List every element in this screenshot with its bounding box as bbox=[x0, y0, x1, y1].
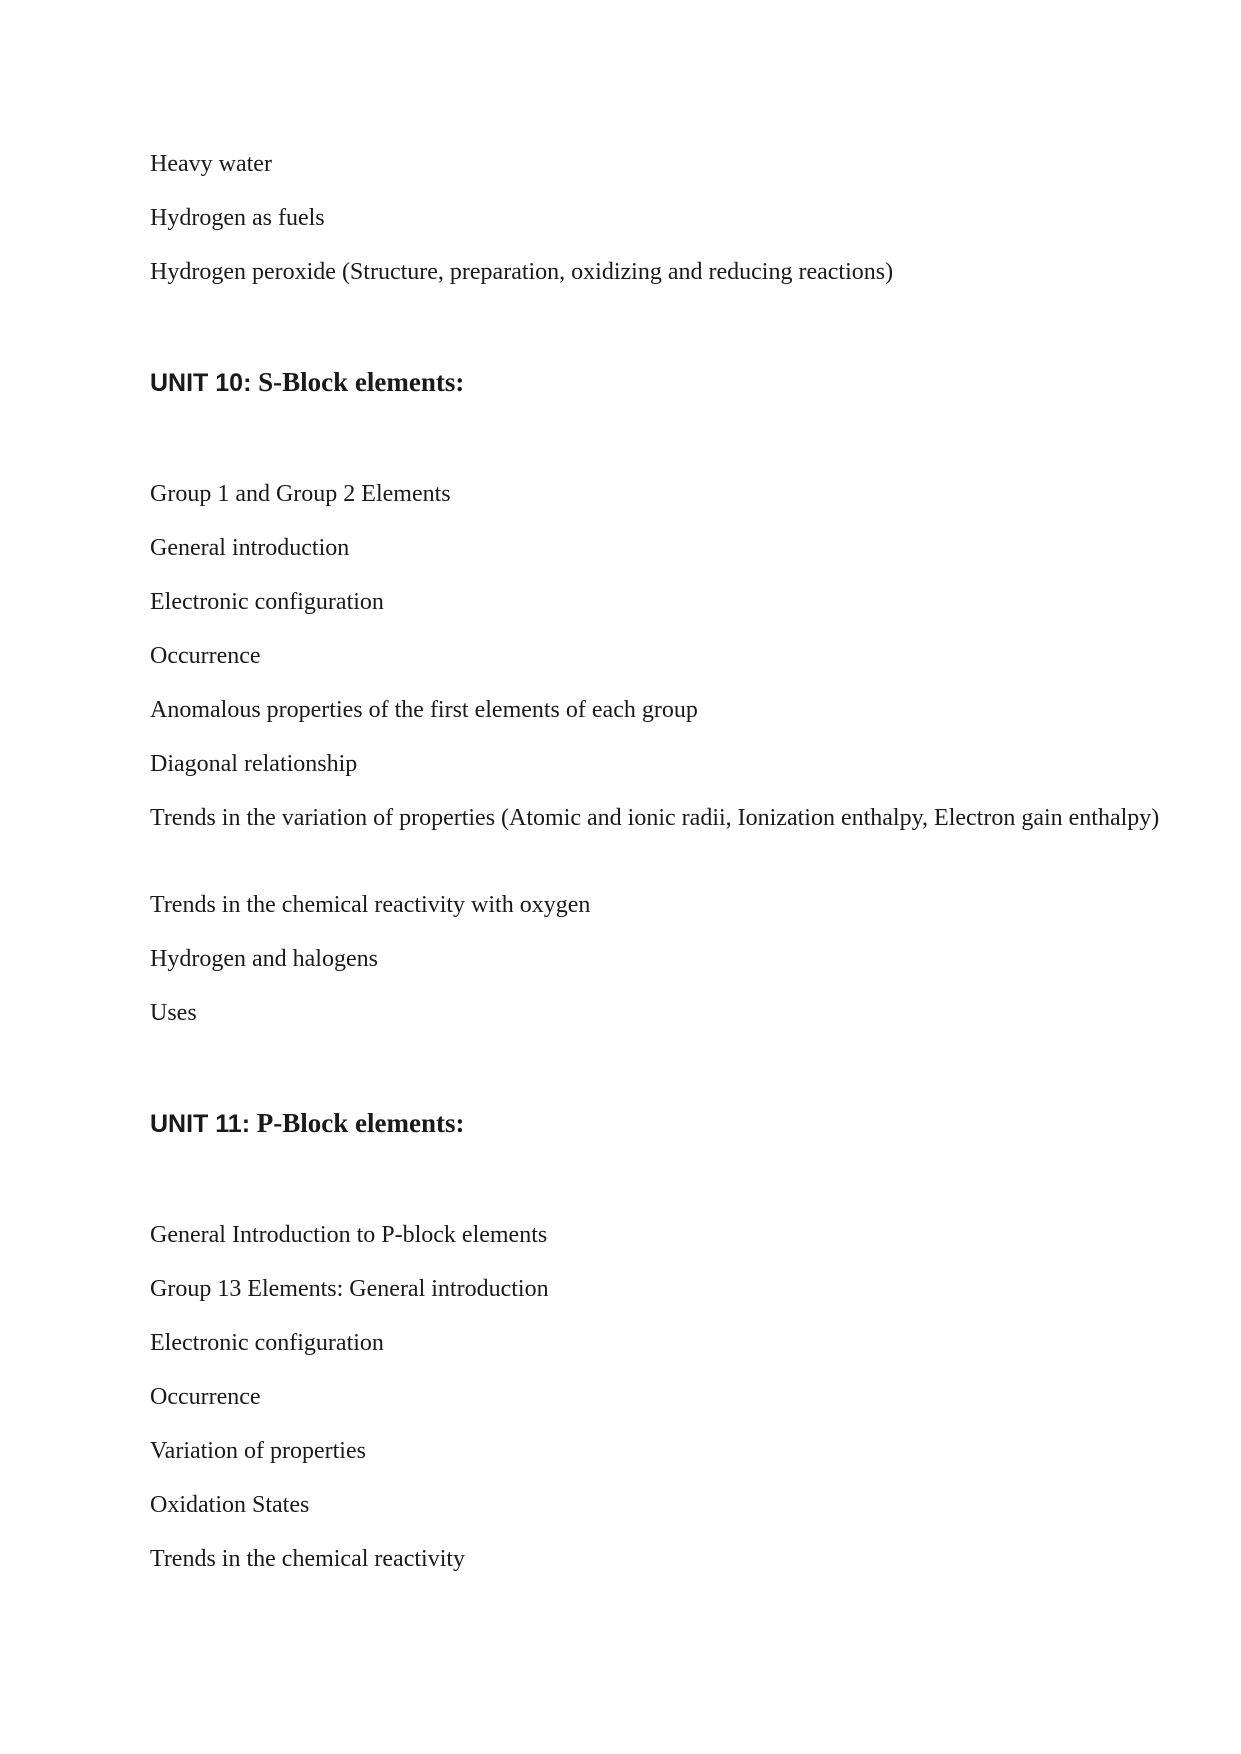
unit-10-item: Diagonal relationship bbox=[150, 751, 358, 777]
unit-11-item: General Introduction to P-block elements bbox=[150, 1222, 548, 1248]
unit-10-item: Hydrogen and halogens bbox=[150, 946, 378, 972]
unit-10-heading bbox=[150, 365, 464, 400]
unit-11-heading bbox=[150, 1106, 464, 1141]
unit-10-item: Group 1 and Group 2 Elements bbox=[150, 481, 451, 507]
unit-11-item: Oxidation States bbox=[150, 1492, 310, 1518]
topic-hydrogen-as-fuels: Hydrogen as fuels bbox=[150, 205, 325, 231]
unit-10-item: Trends in the variation of properties (Atomic and ionic radii, Ionization enthalpy, Electron gain enthalpy) bbox=[150, 805, 1160, 831]
unit-10-item: General introduction bbox=[150, 535, 350, 561]
unit-10-item: Electronic configuration bbox=[150, 589, 384, 615]
unit-11-title: P-Block elements: bbox=[256, 1108, 465, 1138]
unit-10-label: UNIT 10: bbox=[150, 369, 252, 397]
topic-heavy-water: Heavy water bbox=[150, 151, 272, 177]
unit-11-item: Trends in the chemical reactivity bbox=[150, 1546, 466, 1572]
unit-10-title: S-Block elements: bbox=[258, 367, 465, 397]
unit-11-label: UNIT 11: bbox=[150, 1110, 251, 1138]
unit-11-item: Occurrence bbox=[150, 1384, 261, 1410]
unit-10-item: Trends in the chemical reactivity with oxygen bbox=[150, 892, 591, 918]
unit-11-item: Variation of properties bbox=[150, 1438, 366, 1464]
unit-11-item: Electronic configuration bbox=[150, 1330, 384, 1356]
unit-10-item: Anomalous properties of the first elements of each group bbox=[150, 697, 698, 723]
unit-10-item: Occurrence bbox=[150, 643, 261, 669]
unit-11-item: Group 13 Elements: General introduction bbox=[150, 1276, 549, 1302]
unit-10-item: Uses bbox=[150, 1000, 197, 1026]
topic-hydrogen-peroxide: Hydrogen peroxide (Structure, preparation, oxidizing and reducing reactions) bbox=[150, 259, 894, 285]
